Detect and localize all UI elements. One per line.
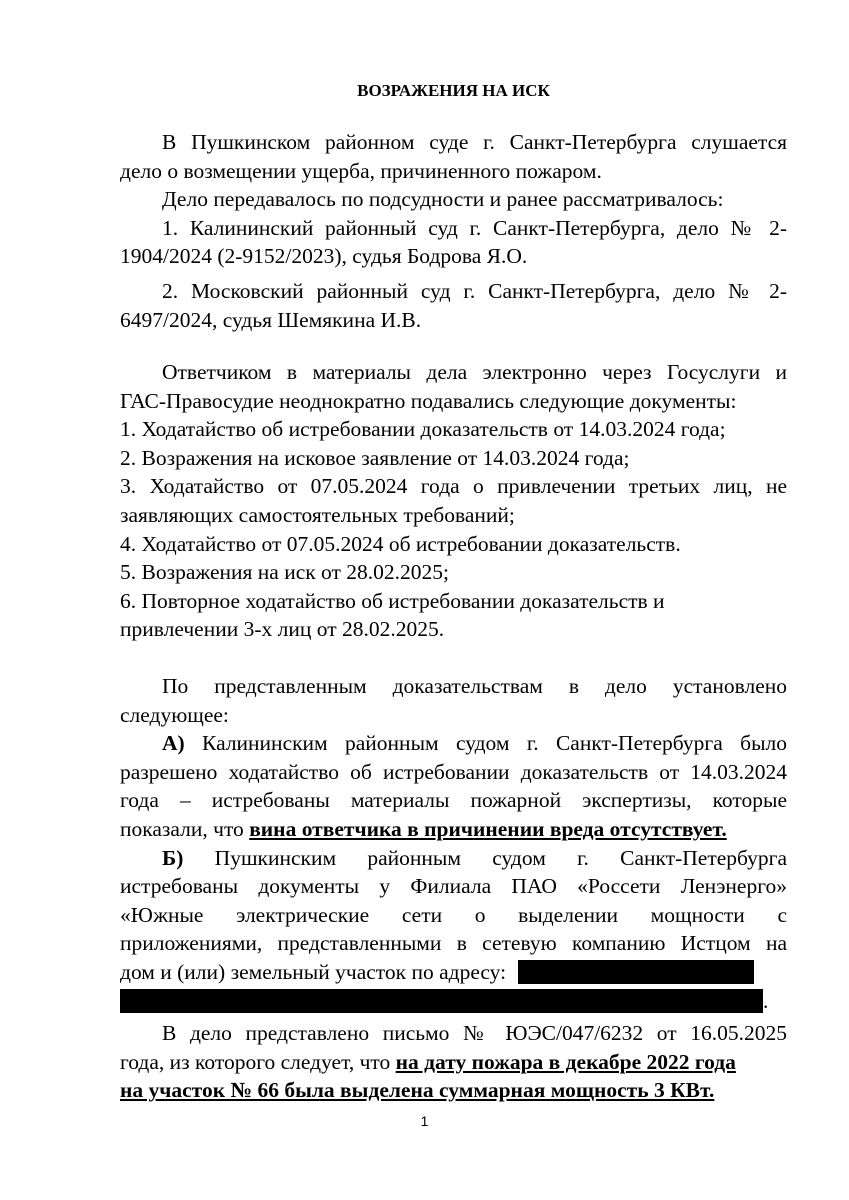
intro-line: В Пушкинском районном суде г. Санкт-Петербурга слушается xyxy=(162,130,787,154)
letter-text: года, из которого следует, что xyxy=(120,1049,396,1074)
document-list-item: 2. Возражения на исковое заявление от 14.03.2024 года; xyxy=(120,445,630,470)
page-number: 1 xyxy=(420,1113,429,1129)
finding-a-line xyxy=(120,729,787,758)
finding-a-line: разрешено ходатайство об истребовании доказательств от 14.03.2024 xyxy=(120,759,787,784)
finding-b-label: Б) xyxy=(162,845,184,870)
document-list-item: 1. Ходатайство об истребовании доказательств от 14.03.2024 года; xyxy=(120,417,726,442)
finding-a-text: показали, что xyxy=(120,816,250,841)
letter-emphasis: на дату пожара в декабре 2022 года xyxy=(395,1049,736,1074)
document-list-item: 6. Повторное ходатайство об истребовании доказательств и xyxy=(120,588,665,613)
finding-b-text: дом и (или) земельный участок по адресу: xyxy=(120,959,507,984)
letter-line: В дело представлено письмо № ЮЭС/047/6232 от 16.05.2025 xyxy=(162,1021,787,1046)
document-title: ВОЗРАЖЕНИЯ НА ИСК xyxy=(357,81,550,100)
intro-block xyxy=(120,128,787,334)
redacted-address-block xyxy=(120,989,763,1013)
finding-b-text: Пушкинским районным судом г. Санкт-Петербурга xyxy=(183,845,787,870)
intro-line: Дело передавалось по подсудности и ранее рассматривалось: xyxy=(162,187,724,212)
intro-line: дело о возмещении ущерба, причиненного пожаром. xyxy=(120,158,602,183)
documents-lead-line: ГАС-Правосудие неоднократно подавались следующие документы: xyxy=(120,388,737,413)
case-line: 1904/2024 (2-9152/2023), судья Бодрова Я.О. xyxy=(120,244,528,269)
finding-b-text: . xyxy=(763,988,769,1013)
document-list-item: 3. Ходатайство от 07.05.2024 года о привлечении третьих лиц, не xyxy=(120,474,787,499)
letter-emphasis: на участок № 66 была выделена суммарная мощность 3 КВт. xyxy=(120,1078,715,1103)
finding-b-line xyxy=(120,958,787,987)
case-line: 1. Калининский районный суд г. Санкт-Петербурга, дело № 2- xyxy=(162,215,787,240)
finding-b-line xyxy=(120,844,787,873)
finding-b-line: «Южные электрические сети о выделении мощности с xyxy=(120,902,787,927)
findings-lead-line: следующее: xyxy=(120,702,229,727)
finding-a-text: Калининским районным судом г. Санкт-Петербурга было xyxy=(184,731,787,756)
finding-a-line: года – истребованы материалы пожарной экспертизы, которые xyxy=(120,788,787,813)
document-list-item: заявляющих самостоятельных требований; xyxy=(120,502,515,527)
finding-a-label: А) xyxy=(162,731,185,756)
redacted-address-block xyxy=(518,960,754,984)
document-list-item: привлечении 3-х лиц от 28.02.2025. xyxy=(120,617,445,642)
finding-b-line xyxy=(120,987,787,1016)
findings-block xyxy=(120,672,787,1105)
case-line: 2. Московский районный суд г. Санкт-Петербурга, дело № 2- xyxy=(162,278,787,303)
finding-a-emphasis: вина ответчика в причинении вреда отсутствует. xyxy=(249,816,727,841)
findings-lead-line: По представленным доказательствам в дело установлено xyxy=(162,674,787,698)
finding-b-line: приложениями, представленными в сетевую компанию Истцом на xyxy=(120,931,787,956)
documents-block xyxy=(120,358,787,644)
finding-b-line: истребованы документы у Филиала ПАО «Россети Ленэнерго» xyxy=(120,874,787,899)
case-line: 6497/2024, судья Шемякина И.В. xyxy=(120,307,422,332)
document-list-item: 4. Ходатайство от 07.05.2024 об истребовании доказательств. xyxy=(120,531,681,556)
document-list-item: 5. Возражения на иск от 28.02.2025; xyxy=(120,560,450,585)
letter-line xyxy=(120,1076,787,1105)
finding-a-line xyxy=(120,815,787,844)
documents-lead-line: Ответчиком в материалы дела электронно через Госуслуги и xyxy=(162,360,787,384)
letter-line xyxy=(120,1048,787,1077)
